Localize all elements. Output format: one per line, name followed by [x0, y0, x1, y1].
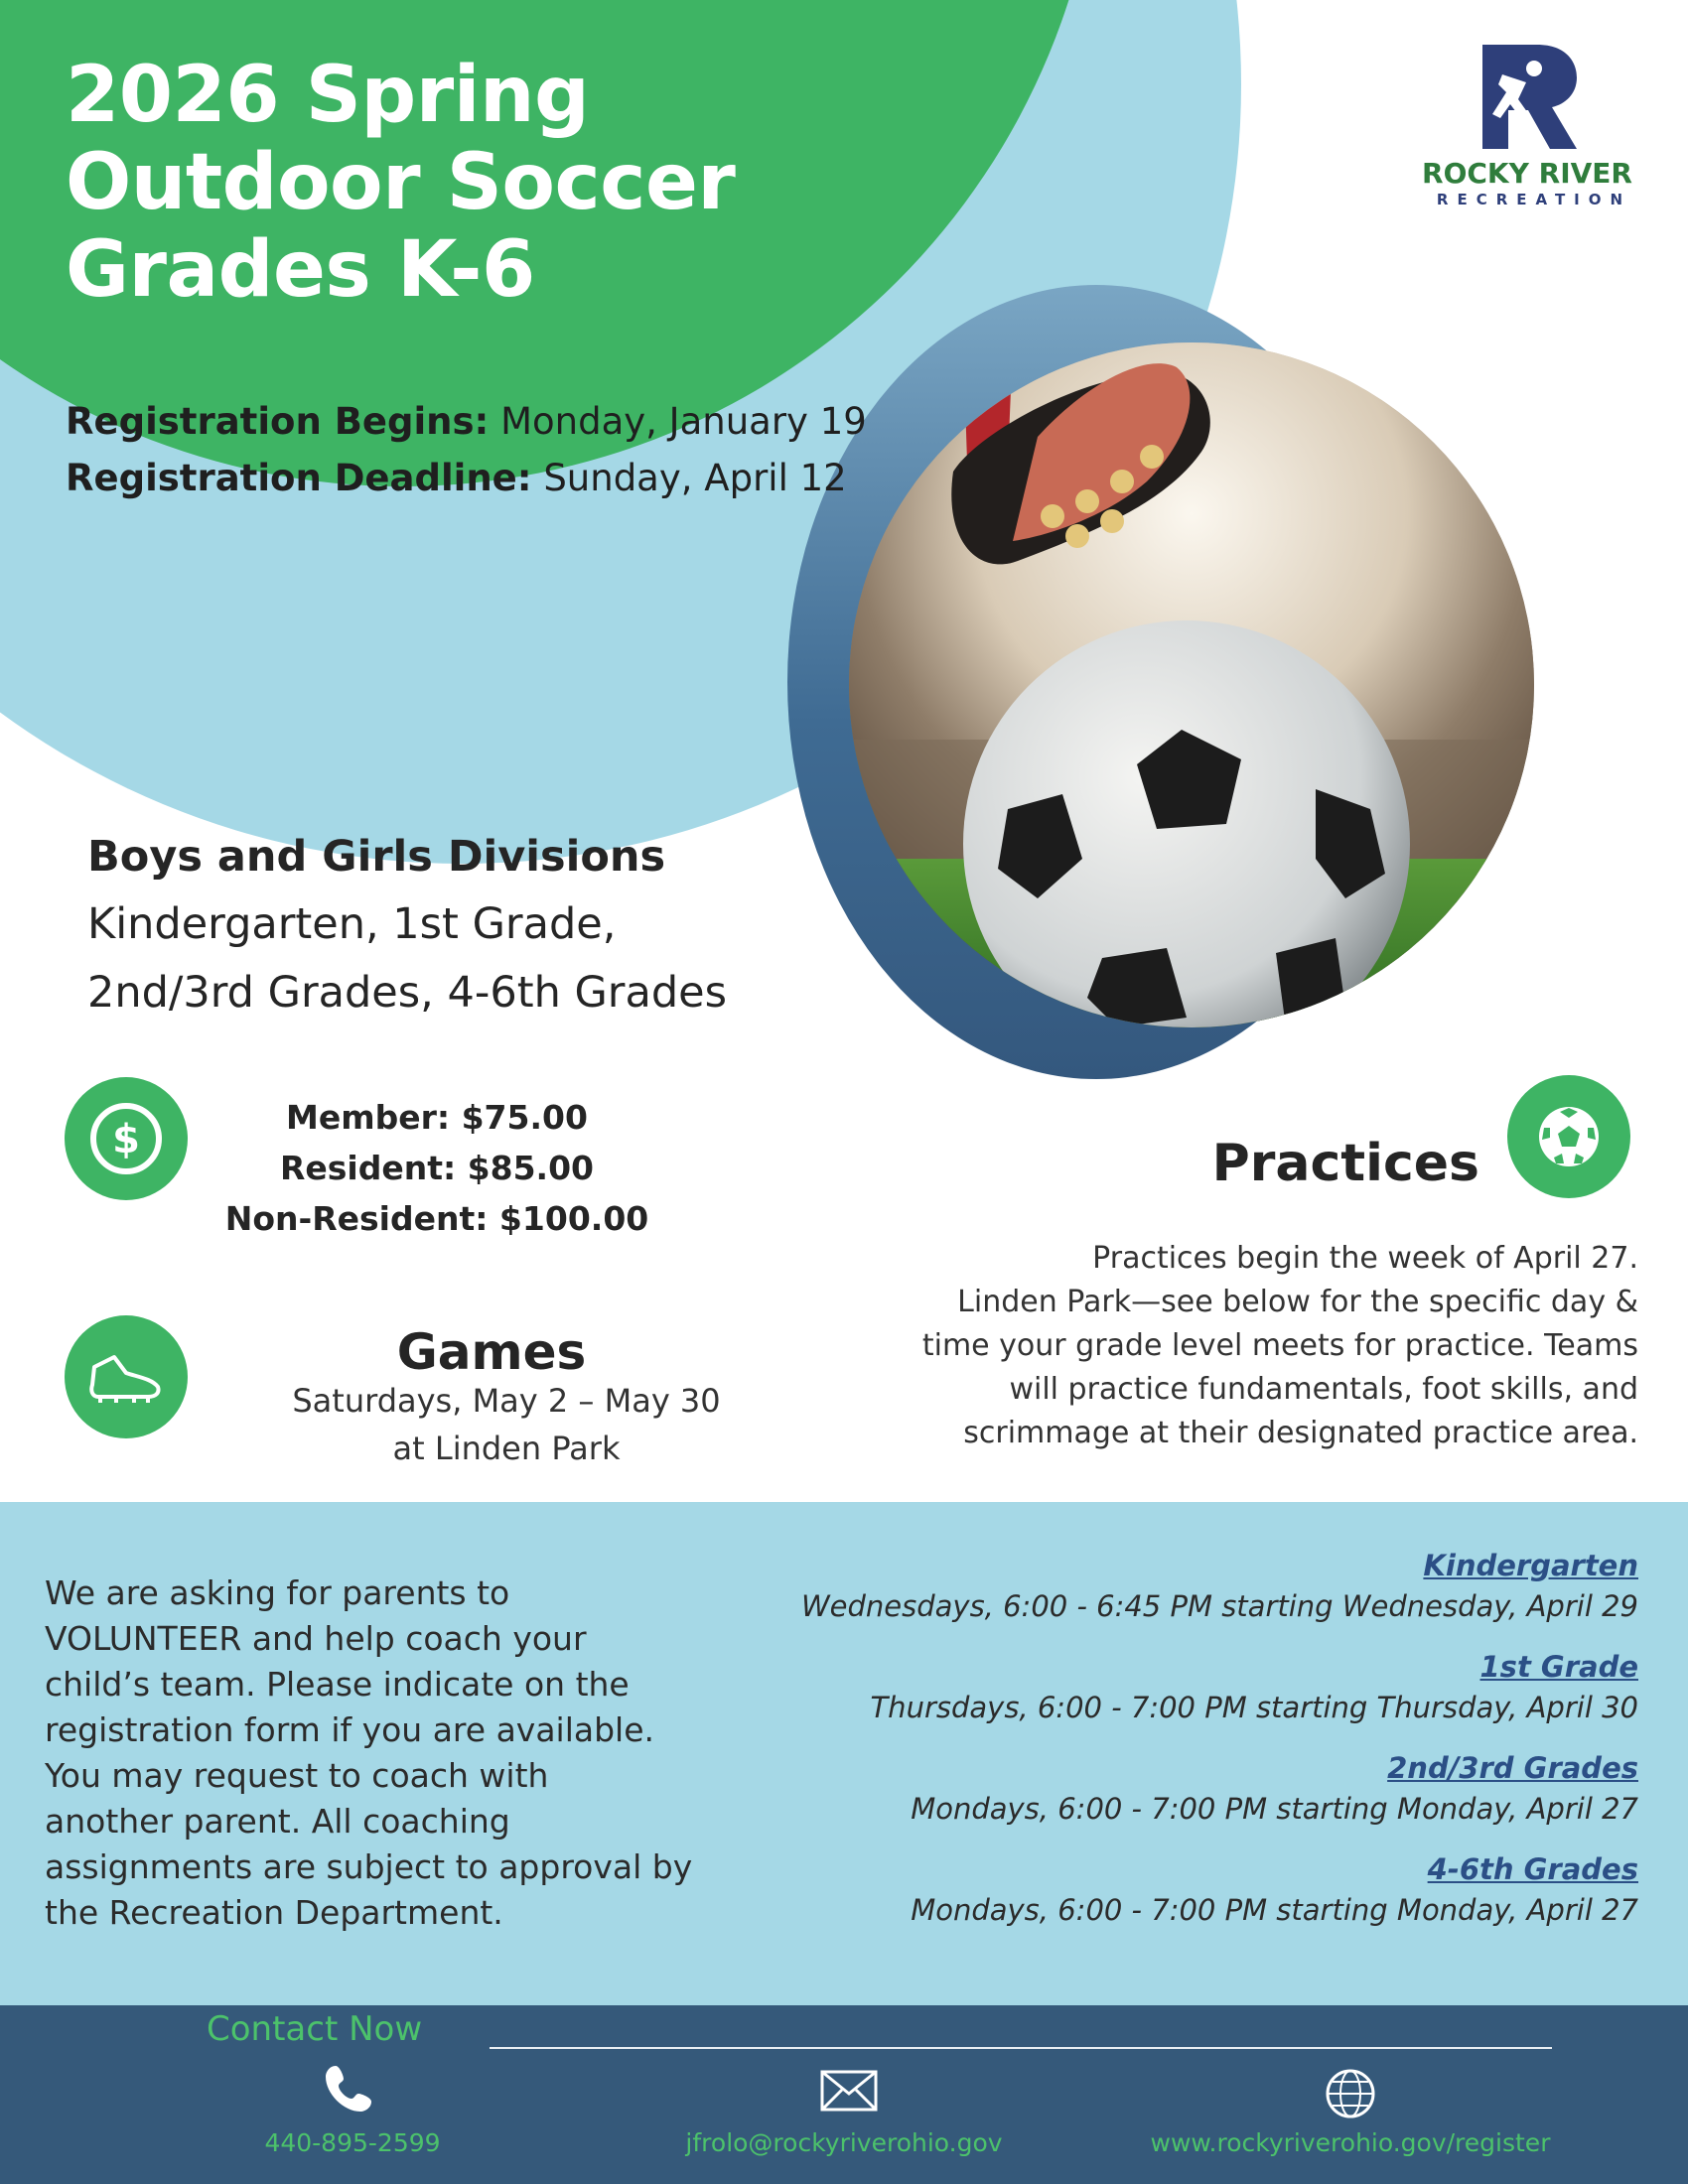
title-line-2: Outdoor Soccer: [66, 138, 736, 227]
practices-line-3: time your grade level meets for practice. Teams: [921, 1328, 1638, 1363]
contact-email[interactable]: jfrolo@rockyriverohio.gov: [685, 2128, 1003, 2157]
schedule-grade-4-6th: 4-6th Grades: [1427, 1852, 1638, 1886]
schedule-grade-1st: 1st Grade: [1479, 1650, 1638, 1684]
logo-name: ROCKY RIVER: [1422, 157, 1632, 190]
volunteer-line-4: registration form if you are available.: [45, 1710, 655, 1749]
contact-phone[interactable]: 440-895-2599: [264, 2128, 441, 2157]
volunteer-line-3: child’s team. Please indicate on the: [45, 1665, 630, 1704]
soccer-photo-illustration: [849, 342, 1534, 1027]
soccer-photo: [849, 342, 1534, 1027]
price-member: Member: $75.00: [286, 1098, 588, 1137]
soccer-ball-icon: [1507, 1075, 1630, 1198]
registration-begins-value: Monday, January 19: [500, 400, 867, 443]
practices-line-5: scrimmage at their designated practice area.: [963, 1416, 1638, 1450]
registration-begins: [66, 400, 867, 443]
globe-icon: [1321, 2064, 1380, 2123]
pricing-list: [199, 1092, 675, 1244]
divisions-heading: Boys and Girls Divisions: [87, 832, 666, 882]
registration-deadline-label: Registration Deadline:: [66, 457, 532, 499]
contact-divider: [490, 2047, 1552, 2049]
dollar-icon: [65, 1077, 188, 1200]
volunteer-line-8: the Recreation Department.: [45, 1893, 503, 1932]
logo-subtitle: RECREATION: [1436, 191, 1632, 208]
volunteer-line-2: VOLUNTEER and help coach your: [45, 1619, 587, 1658]
page-title: [66, 52, 919, 314]
divisions-line-1: Kindergarten, 1st Grade,: [87, 899, 617, 949]
practices-line-4: will practice fundamentals, foot skills, and: [1009, 1372, 1638, 1407]
practices-description: [854, 1237, 1638, 1455]
practices-line-2: Linden Park—see below for the specific day &: [957, 1285, 1638, 1319]
envelope-icon: [819, 2061, 879, 2120]
divisions-line-2: 2nd/3rd Grades, 4-6th Grades: [87, 968, 727, 1018]
schedule-grade-2nd-3rd: 2nd/3rd Grades: [1387, 1751, 1638, 1785]
svg-text:$: $: [112, 1117, 140, 1162]
volunteer-line-6: another parent. All coaching: [45, 1802, 510, 1841]
schedule-time-4-6th: Mondays, 6:00 - 7:00 PM starting Monday, April 27: [911, 1893, 1638, 1927]
cleat-icon: [65, 1315, 188, 1438]
schedule-time-2nd-3rd: Mondays, 6:00 - 7:00 PM starting Monday, April 27: [911, 1792, 1638, 1826]
price-non-resident: Non-Resident: $100.00: [224, 1199, 649, 1238]
logo-r-mark: [1482, 45, 1577, 149]
schedule-time-kindergarten: Wednesdays, 6:00 - 6:45 PM starting Wednesday, April 29: [800, 1589, 1638, 1623]
contact-label: Contact Now: [207, 2009, 423, 2049]
contact-website[interactable]: www.rockyriverohio.gov/register: [1150, 2128, 1551, 2157]
registration-deadline-value: Sunday, April 12: [543, 457, 847, 499]
practice-schedule: [695, 1546, 1638, 1951]
volunteer-line-1: We are asking for parents to: [45, 1573, 510, 1612]
phone-icon: [320, 2058, 379, 2117]
schedule-grade-kindergarten: Kindergarten: [1423, 1549, 1638, 1582]
games-heading: Games: [396, 1323, 587, 1381]
practices-line-1: Practices begin the week of April 27.: [1092, 1241, 1638, 1276]
volunteer-line-5: You may request to coach with: [45, 1756, 549, 1795]
practices-heading: Practices: [1211, 1134, 1479, 1193]
title-line-3: Grades K-6: [66, 225, 535, 315]
games-dates: Saturdays, May 2 – May 30: [292, 1382, 721, 1420]
volunteer-line-7: assignments are subject to approval by: [45, 1847, 693, 1886]
registration-begins-label: Registration Begins:: [66, 400, 490, 443]
rocky-river-logo: [1398, 40, 1656, 218]
price-resident: Resident: $85.00: [279, 1149, 595, 1187]
title-line-1: 2026 Spring: [66, 51, 590, 140]
schedule-time-1st: Thursdays, 6:00 - 7:00 PM starting Thursday, April 30: [870, 1691, 1638, 1724]
registration-deadline: [66, 457, 847, 499]
volunteer-text: [45, 1570, 760, 1936]
games-location: at Linden Park: [392, 1430, 621, 1467]
